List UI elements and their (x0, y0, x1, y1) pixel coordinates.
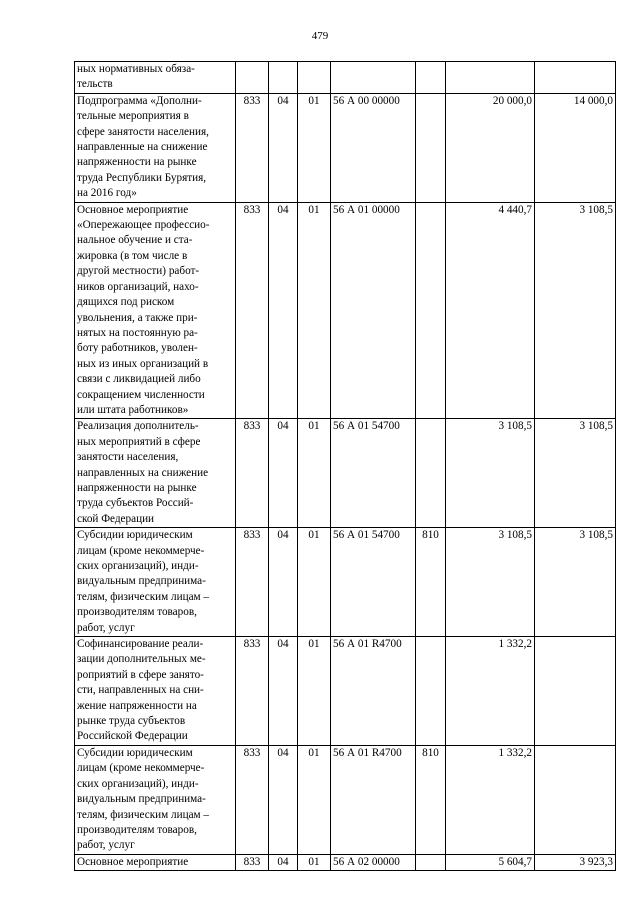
row-expense-type: 810 (416, 528, 446, 637)
row-sum-federal: 3 923,3 (535, 854, 616, 870)
row-sum-federal (535, 637, 616, 746)
row-subsection-code: 01 (298, 93, 331, 202)
row-ved-code: 833 (236, 745, 269, 854)
row-expense-type (416, 202, 446, 419)
row-expense-type (416, 62, 446, 94)
row-sum-total: 20 000,0 (446, 93, 535, 202)
table-row (75, 745, 616, 854)
row-target-article: 56 А 01 54700 (331, 528, 416, 637)
row-ved-code: 833 (236, 854, 269, 870)
row-expense-type (416, 854, 446, 870)
row-target-article: 56 А 01 R4700 (331, 745, 416, 854)
row-name: Софинансирование реали- зации дополнительных ме- роприятий в сфере занято- сти, направленных на сни- жение напряженности на рынке труда субъектов Российской Федерации (75, 637, 236, 746)
row-section-code (269, 62, 298, 94)
table-row (75, 62, 616, 94)
row-name: Основное мероприятие «Опережающее профессио- нальное обучение и ста- жировка (в том числе в другой местности) работ- ников организаций, нахо- дящихся под риском увольнения, а также при- нятых на постоянную ра- боту работников, уволен- ных из иных организаций в связи с ликвидацией либо сокращением численности или штата работников» (75, 202, 236, 419)
row-name: Подпрограмма «Дополни- тельные мероприятия в сфере занятости населения, направленные на снижение напряженности на рынке труда Республики Бурятия, на 2016 год» (75, 93, 236, 202)
table-row (75, 419, 616, 528)
table-row (75, 93, 616, 202)
row-target-article: 56 А 00 00000 (331, 93, 416, 202)
row-name: ных нормативных обяза- тельств (75, 62, 236, 94)
table-row (75, 528, 616, 637)
row-subsection-code: 01 (298, 419, 331, 528)
row-section-code: 04 (269, 419, 298, 528)
table-row (75, 854, 616, 870)
row-subsection-code: 01 (298, 854, 331, 870)
row-subsection-code (298, 62, 331, 94)
row-sum-total: 1 332,2 (446, 745, 535, 854)
row-ved-code: 833 (236, 419, 269, 528)
row-target-article: 56 А 01 54700 (331, 419, 416, 528)
row-section-code: 04 (269, 637, 298, 746)
row-sum-total: 1 332,2 (446, 637, 535, 746)
row-name: Субсидии юридическим лицам (кроме некоммерче- ских организаций), инди- видуальным предпринима- телям, физическим лицам – производителям товаров, работ, услуг (75, 745, 236, 854)
row-sum-total (446, 62, 535, 94)
row-sum-federal: 3 108,5 (535, 528, 616, 637)
row-subsection-code: 01 (298, 745, 331, 854)
row-target-article: 56 А 01 R4700 (331, 637, 416, 746)
row-sum-federal: 3 108,5 (535, 419, 616, 528)
row-name: Субсидии юридическим лицам (кроме некоммерче- ских организаций), инди- видуальным предпринима- телям, физическим лицам – производителям товаров, работ, услуг (75, 528, 236, 637)
row-sum-total: 4 440,7 (446, 202, 535, 419)
row-sum-federal (535, 745, 616, 854)
row-sum-federal (535, 62, 616, 94)
row-sum-federal: 3 108,5 (535, 202, 616, 419)
row-expense-type (416, 93, 446, 202)
row-subsection-code: 01 (298, 637, 331, 746)
row-subsection-code: 01 (298, 528, 331, 637)
row-ved-code: 833 (236, 93, 269, 202)
row-ved-code (236, 62, 269, 94)
row-section-code: 04 (269, 854, 298, 870)
table-row (75, 202, 616, 419)
row-target-article: 56 А 02 00000 (331, 854, 416, 870)
row-expense-type (416, 419, 446, 528)
row-sum-total: 3 108,5 (446, 419, 535, 528)
budget-table (74, 61, 616, 871)
row-section-code: 04 (269, 93, 298, 202)
table-row (75, 637, 616, 746)
row-ved-code: 833 (236, 528, 269, 637)
row-section-code: 04 (269, 528, 298, 637)
row-sum-total: 5 604,7 (446, 854, 535, 870)
row-section-code: 04 (269, 745, 298, 854)
row-name: Основное мероприятие (75, 854, 236, 870)
row-ved-code: 833 (236, 202, 269, 419)
row-name: Реализация дополнитель- ных мероприятий в сфере занятости населения, направленных на снижение напряженности на рынке труда субъектов Россий- ской Федерации (75, 419, 236, 528)
row-target-article: 56 А 01 00000 (331, 202, 416, 419)
row-expense-type: 810 (416, 745, 446, 854)
row-target-article (331, 62, 416, 94)
row-sum-total: 3 108,5 (446, 528, 535, 637)
row-sum-federal: 14 000,0 (535, 93, 616, 202)
row-expense-type (416, 637, 446, 746)
page-number: 479 (311, 30, 329, 42)
row-ved-code: 833 (236, 637, 269, 746)
row-section-code: 04 (269, 202, 298, 419)
row-subsection-code: 01 (298, 202, 331, 419)
